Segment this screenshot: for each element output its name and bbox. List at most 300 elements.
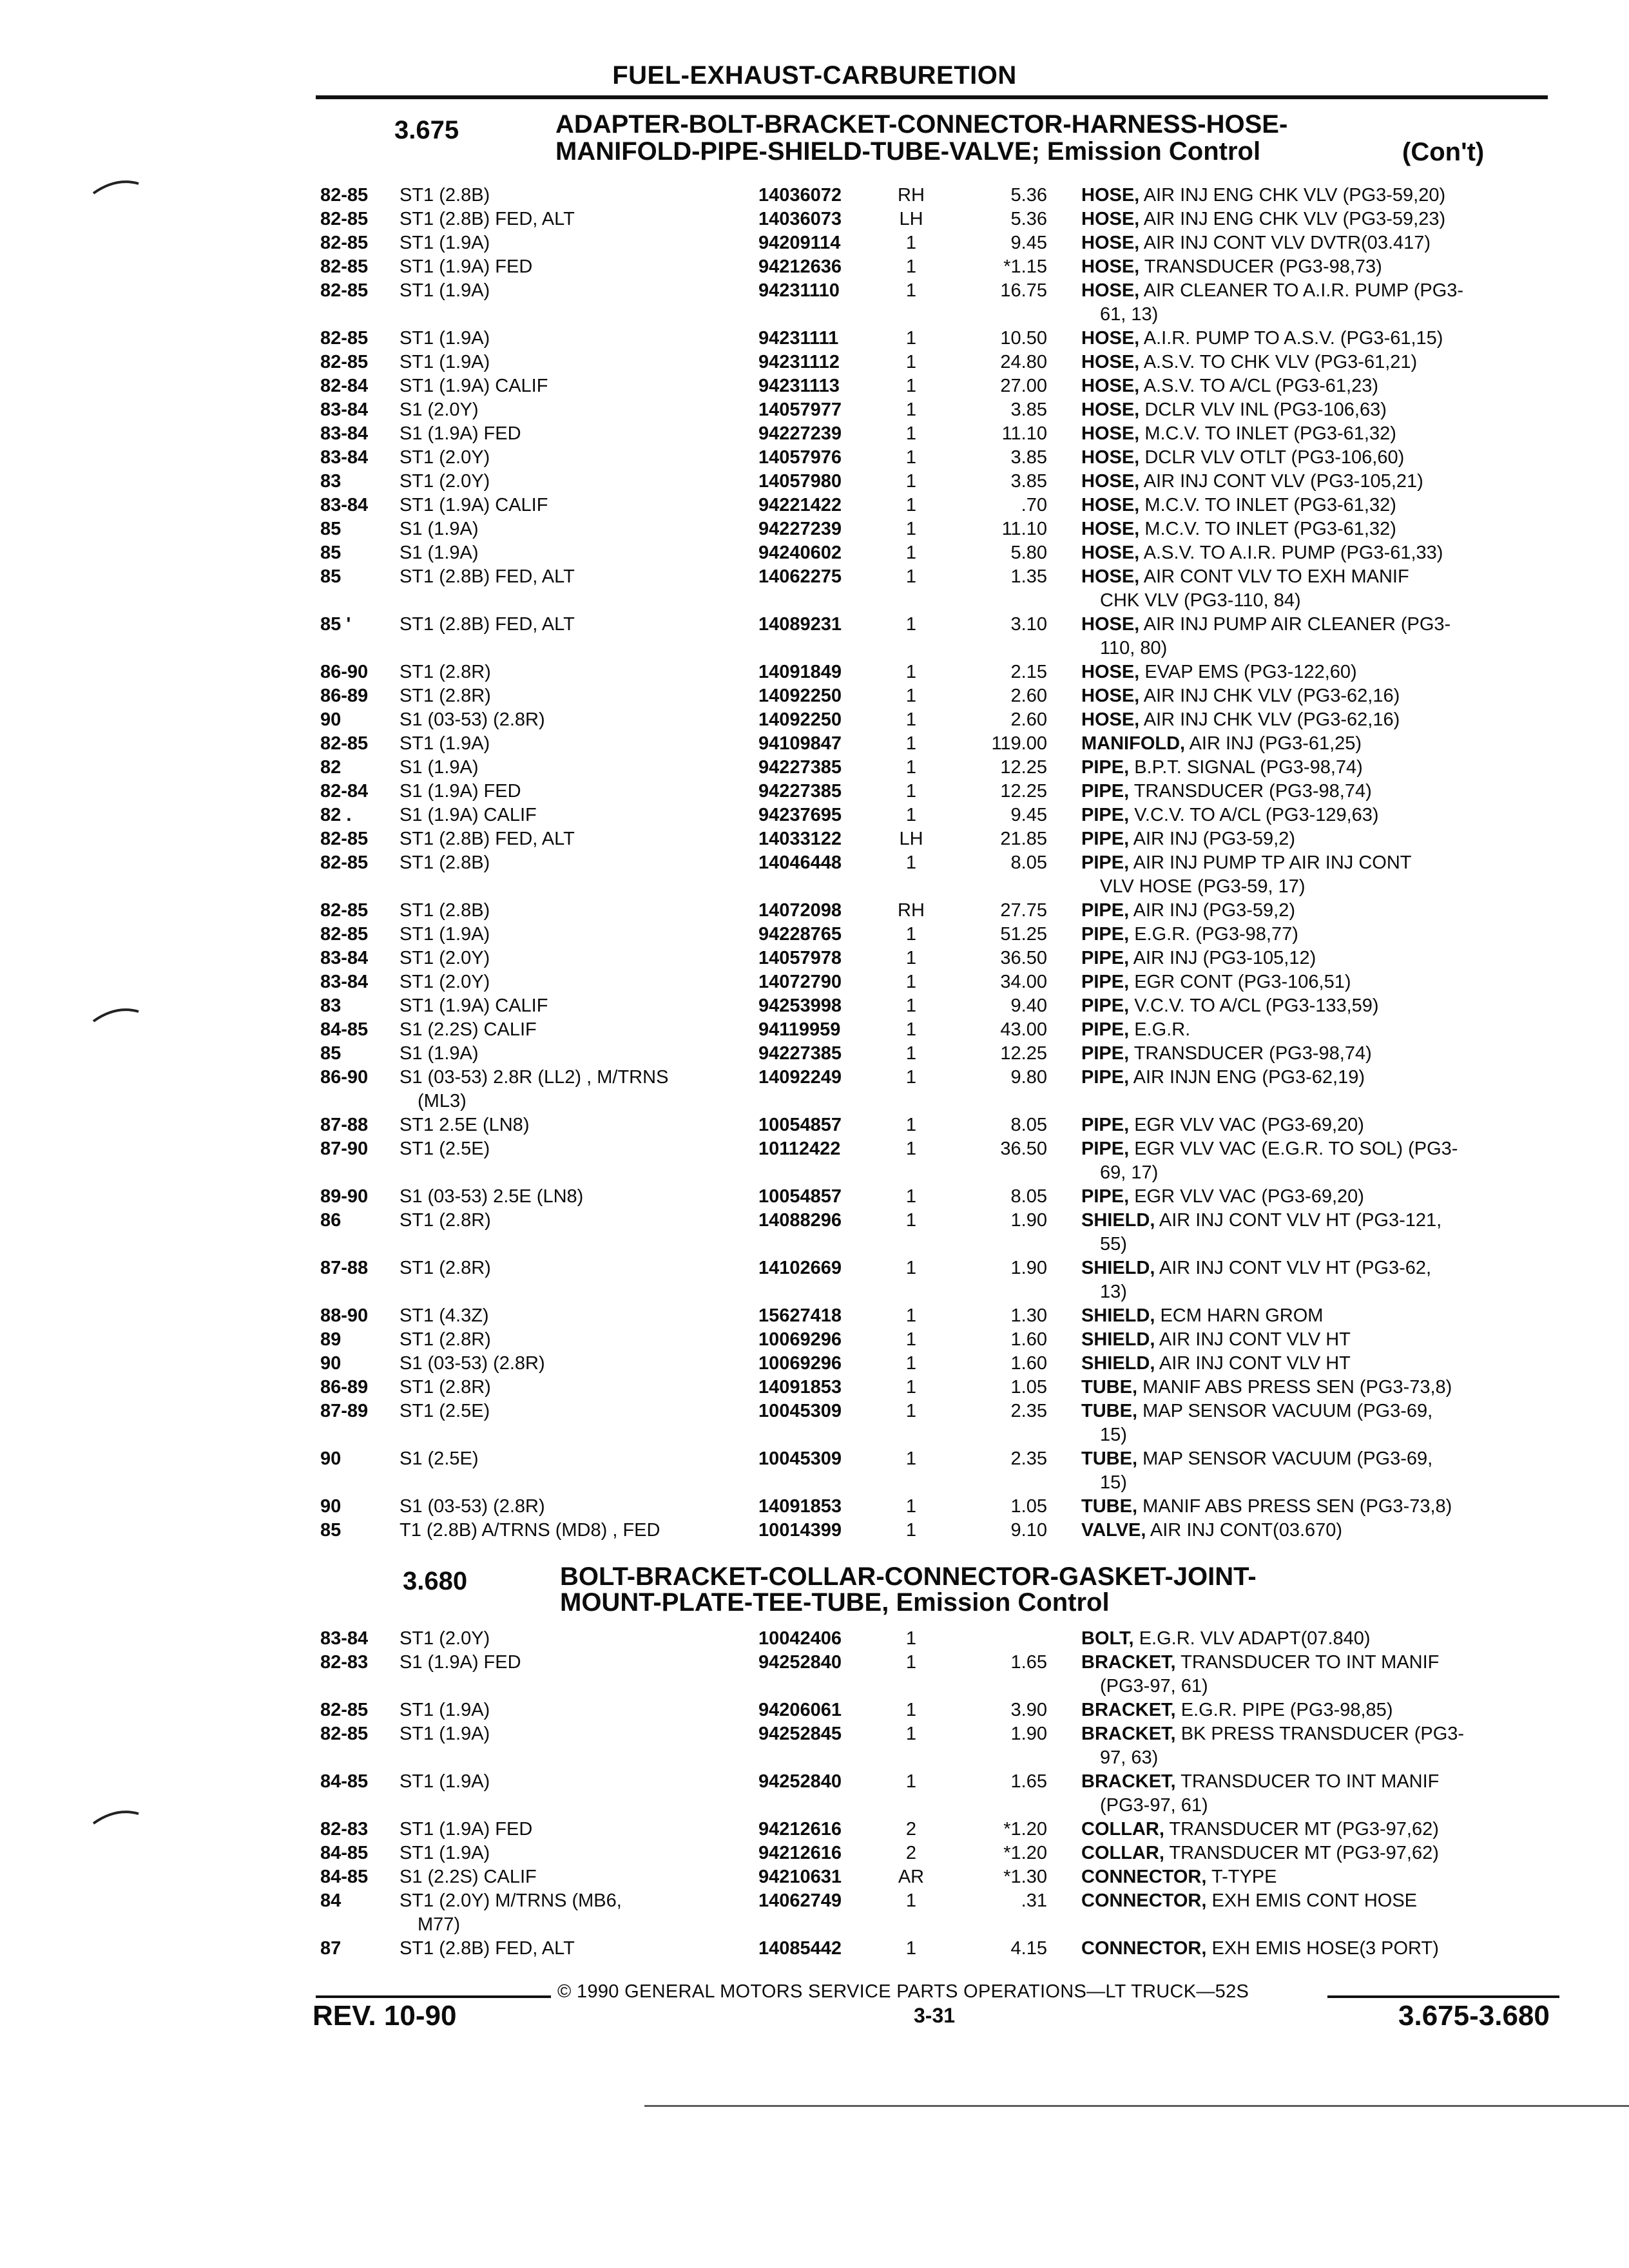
quantity: LH bbox=[899, 209, 923, 229]
description bbox=[1081, 327, 1552, 351]
description bbox=[1081, 279, 1552, 303]
model-years: 85 ' bbox=[320, 614, 351, 635]
description-keyword: BRACKET, bbox=[1081, 1652, 1176, 1673]
description-text: E.G.R. bbox=[1134, 1019, 1191, 1040]
quantity: 1 bbox=[905, 1258, 917, 1278]
section-title-line1: BOLT-BRACKET-COLLAR-CONNECTOR-GASKET-JOINT- bbox=[560, 1562, 1257, 1591]
parts-row bbox=[0, 1937, 1629, 1986]
application: ST1 (1.9A) bbox=[400, 1843, 490, 1863]
application: S1 (1.9A) CALIF bbox=[400, 805, 537, 825]
section-number: 3.675 bbox=[394, 116, 459, 144]
description bbox=[1081, 1376, 1552, 1399]
price: 119.00 bbox=[991, 733, 1047, 754]
model-years: 84-85 bbox=[320, 1019, 369, 1040]
price: 9.45 bbox=[1010, 805, 1047, 825]
quantity: AR bbox=[898, 1867, 925, 1887]
description bbox=[1081, 732, 1552, 756]
part-number: 94119959 bbox=[758, 1019, 841, 1040]
application: ST1 (1.9A) bbox=[400, 1771, 490, 1792]
description-text: TRANSDUCER (PG3-98,73) bbox=[1144, 256, 1382, 277]
description bbox=[1081, 947, 1552, 970]
application: ST1 (2.8R) bbox=[400, 1258, 491, 1278]
model-years: 87 bbox=[320, 1938, 342, 1959]
quantity: 1 bbox=[905, 280, 917, 301]
description-continued: 55) bbox=[1100, 1234, 1127, 1254]
model-years: 82-85 bbox=[320, 256, 369, 277]
description-keyword: PIPE, bbox=[1081, 1115, 1130, 1135]
price: 21.85 bbox=[1000, 829, 1047, 849]
description-text: AIR INJ CHK VLV (PG3-62,16) bbox=[1143, 686, 1400, 706]
model-years: 90 bbox=[320, 1448, 342, 1469]
part-number: 14091853 bbox=[758, 1377, 842, 1398]
description-text: AIR INJ (PG3-61,25) bbox=[1189, 733, 1362, 754]
application: ST1 (1.9A) bbox=[400, 233, 490, 253]
description-keyword: SHIELD, bbox=[1081, 1353, 1155, 1374]
model-years: 82-85 bbox=[320, 328, 369, 349]
quantity: 1 bbox=[905, 328, 917, 349]
description-text: AIR INJ PUMP AIR CLEANER (PG3- bbox=[1143, 614, 1451, 635]
description-keyword: PIPE, bbox=[1081, 1186, 1130, 1207]
description-text: EXH EMIS HOSE(3 PORT) bbox=[1211, 1938, 1439, 1959]
model-years: 89-90 bbox=[320, 1186, 369, 1207]
application: ST1 (1.9A) bbox=[400, 1700, 490, 1720]
description-continued: VLV HOSE (PG3-59, 17) bbox=[1100, 876, 1306, 897]
part-number: 94228765 bbox=[758, 924, 842, 945]
description-continued: 13) bbox=[1100, 1282, 1127, 1302]
description bbox=[1081, 494, 1552, 517]
description-text: A.I.R. PUMP TO A.S.V. (PG3-61,15) bbox=[1143, 328, 1443, 349]
description-text: TRANSDUCER (PG3-98,74) bbox=[1133, 1043, 1372, 1064]
price: 8.05 bbox=[1010, 1186, 1047, 1207]
part-number: 14057978 bbox=[758, 948, 842, 968]
description-continued: 110, 80) bbox=[1100, 638, 1168, 658]
quantity: 1 bbox=[905, 495, 917, 515]
part-number: 10054857 bbox=[758, 1186, 842, 1207]
quantity: 1 bbox=[905, 948, 917, 968]
description-keyword: HOSE, bbox=[1081, 185, 1140, 206]
description-keyword: PIPE, bbox=[1081, 781, 1130, 802]
price: .31 bbox=[1021, 1890, 1047, 1911]
quantity: 1 bbox=[905, 852, 917, 873]
part-number: 10045309 bbox=[758, 1448, 842, 1469]
description bbox=[1081, 470, 1552, 494]
quantity: 1 bbox=[905, 1890, 917, 1911]
part-number: 14046448 bbox=[758, 852, 842, 873]
description-keyword: SHIELD, bbox=[1081, 1258, 1155, 1278]
application: S1 (03-53) 2.8R (LL2) , M/TRNS bbox=[400, 1067, 669, 1088]
description-text: E.G.R. PIPE (PG3-98,85) bbox=[1181, 1700, 1393, 1720]
quantity: 1 bbox=[905, 733, 917, 754]
section-title-line1: ADAPTER-BOLT-BRACKET-CONNECTOR-HARNESS-HOSE- bbox=[555, 110, 1288, 139]
part-number: 94252845 bbox=[758, 1724, 842, 1744]
part-number: 14036072 bbox=[758, 185, 842, 206]
model-years: 85 bbox=[320, 1520, 342, 1541]
price: .70 bbox=[1021, 495, 1047, 515]
description-text: AIR INJN ENG (PG3-62,19) bbox=[1133, 1067, 1365, 1088]
price: 16.75 bbox=[1000, 280, 1047, 301]
description-text: MANIF ABS PRESS SEN (PG3-73,8) bbox=[1142, 1377, 1452, 1398]
model-years: 82-85 bbox=[320, 733, 369, 754]
model-years: 83-84 bbox=[320, 447, 369, 468]
part-number: 14033122 bbox=[758, 829, 842, 849]
price: 27.00 bbox=[1000, 376, 1047, 396]
part-number: 94212616 bbox=[758, 1843, 842, 1863]
part-number: 14091853 bbox=[758, 1496, 842, 1517]
price: *1.30 bbox=[1003, 1867, 1047, 1887]
price: 9.45 bbox=[1010, 233, 1047, 253]
description bbox=[1081, 1328, 1552, 1352]
description bbox=[1081, 994, 1552, 1018]
description-keyword: HOSE, bbox=[1081, 709, 1140, 730]
description bbox=[1081, 541, 1552, 565]
price: 1.90 bbox=[1010, 1724, 1047, 1744]
price: 3.85 bbox=[1010, 471, 1047, 492]
footer-revision: REV. 10-90 bbox=[313, 2000, 457, 2032]
description bbox=[1081, 684, 1552, 708]
application: ST1 (2.0Y) bbox=[400, 948, 490, 968]
part-number: 14092250 bbox=[758, 709, 842, 730]
description-keyword: BOLT, bbox=[1081, 1628, 1134, 1649]
quantity: 1 bbox=[905, 1305, 917, 1326]
model-years: 83 bbox=[320, 471, 342, 492]
price: 43.00 bbox=[1000, 1019, 1047, 1040]
quantity: RH bbox=[898, 185, 925, 206]
part-number: 14088296 bbox=[758, 1210, 842, 1231]
part-number: 10045309 bbox=[758, 1401, 842, 1421]
price: 8.05 bbox=[1010, 852, 1047, 873]
description bbox=[1081, 1399, 1552, 1423]
description-text: TRANSDUCER TO INT MANIF bbox=[1181, 1652, 1440, 1673]
model-years: 86-89 bbox=[320, 686, 369, 706]
application: ST1 (1.9A) CALIF bbox=[400, 495, 548, 515]
description-continued: (PG3-97, 61) bbox=[1100, 1676, 1208, 1696]
quantity: 1 bbox=[905, 1520, 917, 1541]
part-number: 94206061 bbox=[758, 1700, 842, 1720]
price: 12.25 bbox=[1000, 781, 1047, 802]
model-years: 82-85 bbox=[320, 900, 369, 921]
description bbox=[1081, 1113, 1552, 1137]
model-years: 86-89 bbox=[320, 1377, 369, 1398]
application: ST1 (2.8B) bbox=[400, 852, 490, 873]
part-number: 10054857 bbox=[758, 1115, 842, 1135]
description-text: EXH EMIS CONT HOSE bbox=[1211, 1890, 1418, 1911]
quantity: 1 bbox=[905, 995, 917, 1016]
footer-section-range: 3.675-3.680 bbox=[1398, 2000, 1550, 2032]
application: ST1 (2.0Y) bbox=[400, 471, 490, 492]
part-number: 14072790 bbox=[758, 972, 842, 992]
description-keyword: CONNECTOR, bbox=[1081, 1890, 1207, 1911]
description-text: V.C.V. TO A/CL (PG3-133,59) bbox=[1134, 995, 1379, 1016]
footer-rule-right bbox=[1327, 1995, 1559, 1998]
price: 51.25 bbox=[1000, 924, 1047, 945]
price: 2.35 bbox=[1010, 1401, 1047, 1421]
price: 9.40 bbox=[1010, 995, 1047, 1016]
description bbox=[1081, 1889, 1552, 1913]
quantity: 1 bbox=[905, 805, 917, 825]
application: ST1 (2.0Y) bbox=[400, 447, 490, 468]
description-text: AIR INJ CONT VLV HT (PG3-62, bbox=[1159, 1258, 1432, 1278]
description-keyword: BRACKET, bbox=[1081, 1771, 1176, 1792]
model-years: 87-88 bbox=[320, 1258, 369, 1278]
part-number: 14036073 bbox=[758, 209, 842, 229]
description-text: TRANSDUCER MT (PG3-97,62) bbox=[1169, 1819, 1439, 1840]
description-keyword: TUBE, bbox=[1081, 1448, 1137, 1469]
description-keyword: PIPE, bbox=[1081, 829, 1130, 849]
description-continued: (PG3-97, 61) bbox=[1100, 1795, 1208, 1816]
application: ST1 (1.9A) bbox=[400, 733, 490, 754]
parts-row bbox=[0, 1209, 1629, 1258]
model-years: 87-89 bbox=[320, 1401, 369, 1421]
application: ST1 (2.8B) bbox=[400, 900, 490, 921]
description-text: M.C.V. TO INLET (PG3-61,32) bbox=[1144, 519, 1396, 539]
application: S1 (03-53) (2.8R) bbox=[400, 1353, 545, 1374]
price: 2.60 bbox=[1010, 686, 1047, 706]
description-continued: 61, 13) bbox=[1100, 304, 1159, 325]
application: S1 (1.9A) bbox=[400, 543, 479, 563]
quantity: 1 bbox=[905, 1067, 917, 1088]
application: ST1 (1.9A) bbox=[400, 924, 490, 945]
model-years: 83-84 bbox=[320, 423, 369, 444]
description-text: E.G.R. VLV ADAPT(07.840) bbox=[1139, 1628, 1371, 1649]
description-keyword: PIPE, bbox=[1081, 1043, 1130, 1064]
scan-artifact-line bbox=[644, 2105, 1629, 2107]
description-keyword: HOSE, bbox=[1081, 352, 1140, 372]
price: 3.85 bbox=[1010, 447, 1047, 468]
parts-row bbox=[0, 851, 1629, 900]
description-keyword: HOSE, bbox=[1081, 328, 1140, 349]
description-text: AIR INJ ENG CHK VLV (PG3-59,23) bbox=[1143, 209, 1446, 229]
model-years: 82 . bbox=[320, 805, 352, 825]
description-text: AIR CLEANER TO A.I.R. PUMP (PG3- bbox=[1143, 280, 1464, 301]
description bbox=[1081, 970, 1552, 994]
description bbox=[1081, 231, 1552, 255]
model-years: 83-84 bbox=[320, 948, 369, 968]
model-years: 87-90 bbox=[320, 1139, 369, 1159]
model-years: 86 bbox=[320, 1210, 342, 1231]
description-text: BK PRESS TRANSDUCER (PG3- bbox=[1181, 1724, 1465, 1744]
description-text: A.S.V. TO A.I.R. PUMP (PG3-61,33) bbox=[1143, 543, 1443, 563]
description-text: MAP SENSOR VACUUM (PG3-69, bbox=[1142, 1448, 1433, 1469]
price: *1.20 bbox=[1003, 1819, 1047, 1840]
section-title-line2: MANIFOLD-PIPE-SHIELD-TUBE-VALVE; Emission Control bbox=[555, 137, 1261, 166]
description-keyword: PIPE, bbox=[1081, 1139, 1130, 1159]
description bbox=[1081, 1137, 1552, 1161]
price: 1.35 bbox=[1010, 566, 1047, 587]
description-text: B.P.T. SIGNAL (PG3-98,74) bbox=[1134, 757, 1363, 778]
quantity: 1 bbox=[905, 662, 917, 682]
price: 1.60 bbox=[1010, 1329, 1047, 1350]
price: 9.80 bbox=[1010, 1067, 1047, 1088]
description-keyword: HOSE, bbox=[1081, 543, 1140, 563]
model-years: 84-85 bbox=[320, 1843, 369, 1863]
model-years: 82-83 bbox=[320, 1819, 369, 1840]
application: ST1 2.5E (LN8) bbox=[400, 1115, 530, 1135]
model-years: 84-85 bbox=[320, 1867, 369, 1887]
price: 5.80 bbox=[1010, 543, 1047, 563]
part-number: 94252840 bbox=[758, 1652, 842, 1673]
description-text: MANIF ABS PRESS SEN (PG3-73,8) bbox=[1142, 1496, 1452, 1517]
description bbox=[1081, 1865, 1552, 1889]
description bbox=[1081, 1519, 1552, 1542]
part-number: 94109847 bbox=[758, 733, 842, 754]
quantity: 1 bbox=[905, 686, 917, 706]
part-number: 14092249 bbox=[758, 1067, 842, 1088]
description-keyword: HOSE, bbox=[1081, 423, 1140, 444]
application: S1 (1.9A) bbox=[400, 757, 479, 778]
quantity: 1 bbox=[905, 566, 917, 587]
application: ST1 (1.9A) CALIF bbox=[400, 376, 548, 396]
quantity: 1 bbox=[905, 1700, 917, 1720]
model-years: 82-85 bbox=[320, 280, 369, 301]
part-number: 14092250 bbox=[758, 686, 842, 706]
quantity: 1 bbox=[905, 376, 917, 396]
description-keyword: SHIELD, bbox=[1081, 1329, 1155, 1350]
description-text: MAP SENSOR VACUUM (PG3-69, bbox=[1142, 1401, 1433, 1421]
quantity: 1 bbox=[905, 352, 917, 372]
model-years: 82-85 bbox=[320, 185, 369, 206]
description-text: DCLR VLV INL (PG3-106,63) bbox=[1144, 399, 1387, 420]
description bbox=[1081, 1304, 1552, 1328]
application: ST1 (4.3Z) bbox=[400, 1305, 489, 1326]
part-number: 94231111 bbox=[758, 328, 839, 349]
application: ST1 (2.8R) bbox=[400, 686, 491, 706]
price: 2.35 bbox=[1010, 1448, 1047, 1469]
description bbox=[1081, 780, 1552, 803]
description-text: TRANSDUCER (PG3-98,74) bbox=[1133, 781, 1372, 802]
description bbox=[1081, 1256, 1552, 1280]
description bbox=[1081, 756, 1552, 780]
quantity: 1 bbox=[905, 447, 917, 468]
parts-row bbox=[0, 1447, 1629, 1496]
price: 11.10 bbox=[1001, 423, 1047, 444]
quantity: LH bbox=[899, 829, 923, 849]
application: S1 (1.9A) FED bbox=[400, 1652, 521, 1673]
description-text: EGR VLV VAC (E.G.R. TO SOL) (PG3- bbox=[1134, 1139, 1458, 1159]
page-header-title: FUEL-EXHAUST-CARBURETION bbox=[612, 61, 1017, 90]
model-years: 82-85 bbox=[320, 852, 369, 873]
price: 3.85 bbox=[1010, 399, 1047, 420]
price: 1.05 bbox=[1010, 1496, 1047, 1517]
price: 1.65 bbox=[1010, 1652, 1047, 1673]
description-text: EVAP EMS (PG3-122,60) bbox=[1144, 662, 1357, 682]
description bbox=[1081, 1018, 1552, 1042]
parts-row bbox=[0, 1137, 1629, 1186]
model-years: 85 bbox=[320, 566, 342, 587]
application: ST1 (2.8B) FED, ALT bbox=[400, 614, 575, 635]
description-keyword: PIPE, bbox=[1081, 1019, 1130, 1040]
description-keyword: HOSE, bbox=[1081, 376, 1140, 396]
description bbox=[1081, 827, 1552, 851]
description bbox=[1081, 1770, 1552, 1794]
model-years: 83-84 bbox=[320, 399, 369, 420]
part-number: 15627418 bbox=[758, 1305, 842, 1326]
model-years: 83-84 bbox=[320, 495, 369, 515]
price: 1.30 bbox=[1010, 1305, 1047, 1326]
price: 2.60 bbox=[1010, 709, 1047, 730]
price: 27.75 bbox=[1000, 900, 1047, 921]
part-number: 14089231 bbox=[758, 614, 842, 635]
description-continued: CHK VLV (PG3-110, 84) bbox=[1100, 590, 1301, 611]
description bbox=[1081, 1627, 1552, 1651]
description bbox=[1081, 923, 1552, 947]
part-number: 94227239 bbox=[758, 423, 842, 444]
application: T1 (2.8B) A/TRNS (MD8) , FED bbox=[400, 1520, 660, 1541]
description-keyword: HOSE, bbox=[1081, 566, 1140, 587]
part-number: 10014399 bbox=[758, 1520, 842, 1541]
application: ST1 (1.9A) FED bbox=[400, 256, 533, 277]
part-number: 94227239 bbox=[758, 519, 842, 539]
description-text: AIR INJ CONT(03.670) bbox=[1150, 1520, 1343, 1541]
description bbox=[1081, 851, 1552, 875]
price: 36.50 bbox=[1000, 948, 1047, 968]
model-years: 90 bbox=[320, 1353, 342, 1374]
model-years: 84-85 bbox=[320, 1771, 369, 1792]
quantity: 1 bbox=[905, 1139, 917, 1159]
description-text: TRANSDUCER TO INT MANIF bbox=[1181, 1771, 1440, 1792]
description-keyword: HOSE, bbox=[1081, 256, 1140, 277]
application: ST1 (2.0Y) bbox=[400, 972, 490, 992]
description-keyword: MANIFOLD, bbox=[1081, 733, 1186, 754]
model-years: 82-85 bbox=[320, 1700, 369, 1720]
quantity: 1 bbox=[905, 972, 917, 992]
application: ST1 (2.8R) bbox=[400, 662, 491, 682]
quantity: 1 bbox=[905, 924, 917, 945]
part-number: 14057977 bbox=[758, 399, 842, 420]
description bbox=[1081, 517, 1552, 541]
description-keyword: BRACKET, bbox=[1081, 1700, 1176, 1720]
description-keyword: HOSE, bbox=[1081, 471, 1140, 492]
description-keyword: CONNECTOR, bbox=[1081, 1938, 1207, 1959]
price: *1.20 bbox=[1003, 1843, 1047, 1863]
parts-row bbox=[0, 1256, 1629, 1305]
description bbox=[1081, 255, 1552, 279]
quantity: 1 bbox=[905, 1115, 917, 1135]
price: 12.25 bbox=[1000, 1043, 1047, 1064]
description-keyword: HOSE, bbox=[1081, 686, 1140, 706]
application-continued: M77) bbox=[418, 1914, 461, 1935]
model-years: 83-84 bbox=[320, 972, 369, 992]
footer-copyright: © 1990 GENERAL MOTORS SERVICE PARTS OPERATIONS—LT TRUCK—52S bbox=[557, 1981, 1249, 2002]
description-text: EGR VLV VAC (PG3-69,20) bbox=[1134, 1115, 1364, 1135]
description bbox=[1081, 1447, 1552, 1471]
model-years: 87-88 bbox=[320, 1115, 369, 1135]
description-keyword: PIPE, bbox=[1081, 995, 1130, 1016]
price: 5.36 bbox=[1010, 185, 1047, 206]
description-continued: 69, 17) bbox=[1100, 1162, 1159, 1183]
price: 2.15 bbox=[1010, 662, 1047, 682]
quantity: 1 bbox=[905, 471, 917, 492]
model-years: 83-84 bbox=[320, 1628, 369, 1649]
description bbox=[1081, 613, 1552, 637]
application: ST1 (1.9A) bbox=[400, 352, 490, 372]
description-keyword: TUBE, bbox=[1081, 1401, 1137, 1421]
quantity: 1 bbox=[905, 709, 917, 730]
part-number: 94252840 bbox=[758, 1771, 842, 1792]
quantity: RH bbox=[898, 900, 925, 921]
section-title-line2: MOUNT-PLATE-TEE-TUBE, Emission Control bbox=[560, 1588, 1110, 1617]
model-years: 82-85 bbox=[320, 924, 369, 945]
description bbox=[1081, 374, 1552, 398]
description-text: AIR INJ CONT VLV HT bbox=[1159, 1329, 1351, 1350]
description bbox=[1081, 184, 1552, 207]
description bbox=[1081, 398, 1552, 422]
description-text: AIR INJ CONT VLV HT (PG3-121, bbox=[1159, 1210, 1442, 1231]
description-text: V.C.V. TO A/CL (PG3-129,63) bbox=[1134, 805, 1379, 825]
quantity: 2 bbox=[905, 1843, 917, 1863]
section-continued-label: (Con't) bbox=[1402, 138, 1485, 166]
margin-mark-icon bbox=[90, 1804, 142, 1830]
price: 8.05 bbox=[1010, 1115, 1047, 1135]
